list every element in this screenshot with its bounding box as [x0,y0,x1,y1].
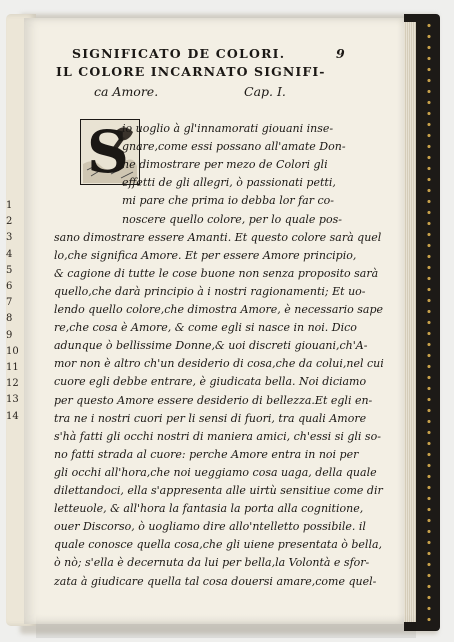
text-line: mor non è altro ch'un desiderio di cosa,che da colui,nel cui [54,357,384,371]
text-line: lendo quello colore,che dimostra Amore, è necessario sape [54,303,384,316]
margin-number: 2 [6,216,13,228]
chapter-heading: IL COLORE INCARNATO SIGNIFI- [56,64,326,79]
margin-number: 3 [6,232,13,244]
chapter-heading-continuation [94,84,394,99]
margin-number: 8 [6,313,13,325]
margin-number: 13 [6,394,19,406]
text-line: gli occhi all'hora,che noi ueggiamo cosa uaga, della quale [54,465,377,479]
margin-number: 14 [6,410,19,422]
gilt-border-ornament [426,20,432,625]
text-line: cuore egli debbe entrare, è giudicata bella. Noi diciamo [54,375,367,389]
text-line: letteuole, & all'hora la fantasia la porta alla cognitione, [54,502,364,516]
book-page [24,18,404,624]
text-line: lo,che significa Amore. Et per essere Amore principio, [54,248,357,262]
margin-number: 12 [6,378,19,390]
chapter-number: Cap. I. [244,84,286,99]
margin-number: 9 [6,329,13,341]
running-title-text: SIGNIFICATO DE COLORI. [72,46,286,61]
page-block-edge [402,22,416,622]
margin-number: 7 [6,297,13,309]
text-line: s'hà fatti gli occhi nostri di maniera amici, ch'essi si gli so- [54,429,381,443]
margin-number: 5 [6,264,13,276]
text-line: io uoglio à gl'innamorati giouani inse- [122,122,334,135]
bottom-shadow [36,614,416,638]
running-title [72,46,412,61]
margin-number: 4 [6,248,13,260]
text-line: noscere quello colore, per lo quale pos- [122,212,342,226]
margin-number: 10 [6,345,19,357]
margin-number: 6 [6,281,13,292]
text-line: & cagione di tutte le cose buone non senza proposito sarà [54,266,379,280]
text-line: ouer Discorso, ò uogliamo dire allo'ntelletto possibile. il [54,520,366,534]
text-line: effetti de gli allegri, ò passionati petti, [122,176,336,190]
text-line: zata à giudicare quella tal cosa douersi amare,come quel- [54,574,377,588]
folio-number: 9 [336,46,346,61]
text-line: no fatti strada al cuore: perche Amore entra in noi per [54,447,359,461]
text-line: ne dimostrare per mezo de Colori gli [122,158,328,172]
text-line: quello,che darà principio à i nostri ragionamenti; Et uo- [54,284,366,298]
initial-letter: S [87,120,129,183]
text-line: dilettandoci, ella s'appresenta alle uirtù sensitiue come dir [54,484,383,497]
text-line: gnare,come essi possano all'amate Don- [122,140,346,154]
margin-number: 1 [6,200,13,211]
margin-number: 11 [6,362,19,373]
text-line: quale conosce quella cosa,che gli uiene presentata ò bella, [54,538,383,552]
text-line: ò nò; s'ella è decernuta da lui per bella,la Volontà e sfor- [54,556,370,570]
chapter-heading-cont-text: ca Amore. [94,84,159,99]
text-line: re,che cosa è Amore, & come egli si nasce in noi. Dico [54,321,357,335]
text-line: tra ne i nostri cuori per li sensi di fuori, tra quali Amore [54,411,367,425]
text-line: per questo Amore essere desiderio di bellezza.Et egli en- [54,393,373,407]
text-line: adunque ò bellissime Donne,& uoi discreti giouani,ch'A- [54,339,368,353]
text-line: sano dimostrare essere Amanti. Et questo colore sarà quel [54,230,382,244]
text-line: mi pare che prima io debba lor far co- [122,194,334,208]
